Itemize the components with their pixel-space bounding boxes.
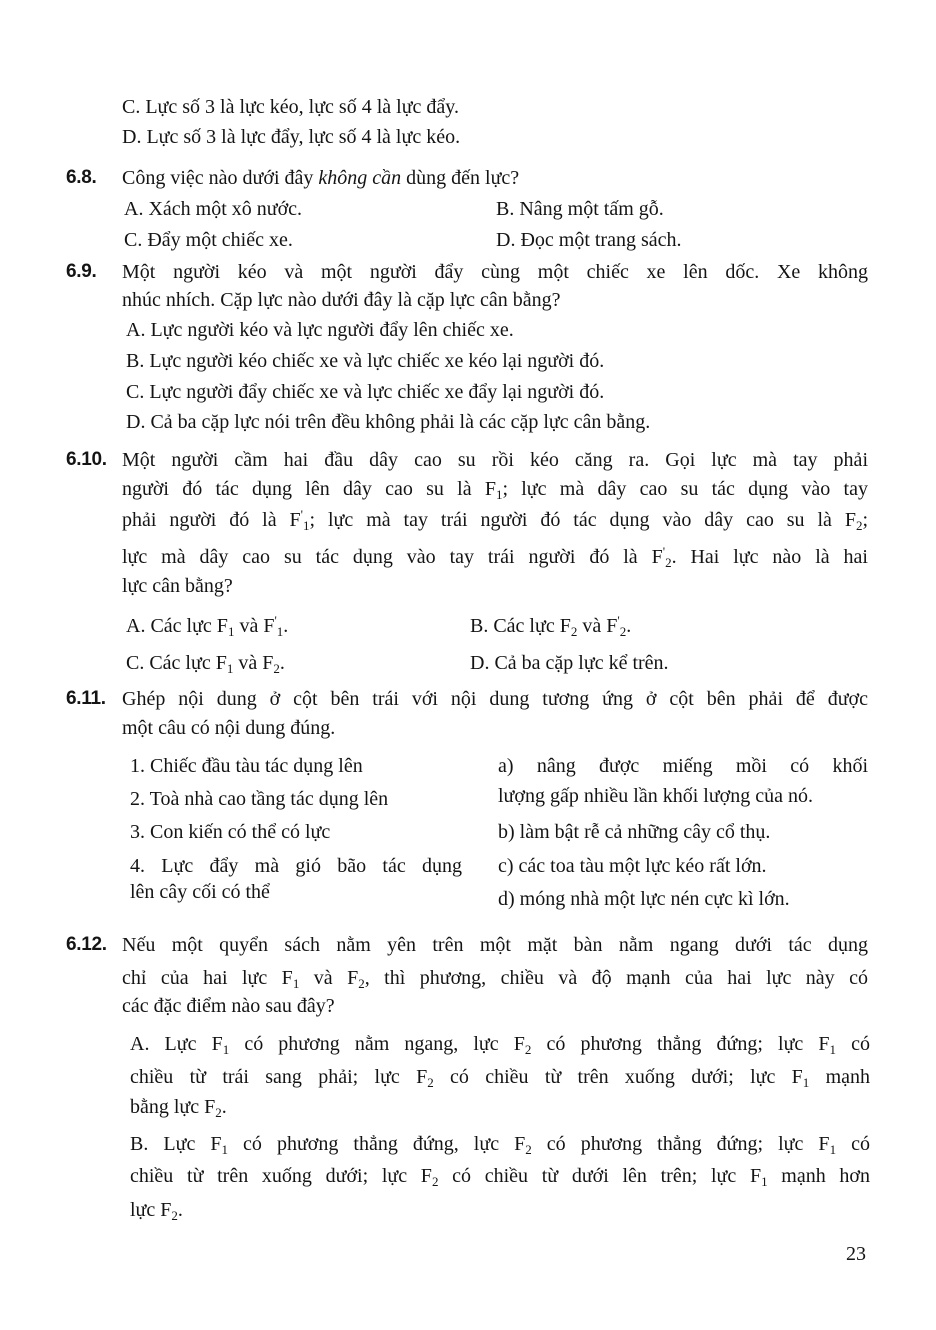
q612-option-b-line3: lực $F_2$. <box>130 1199 183 1223</box>
q68-question: Công việc nào dưới đây không cần dùng đến lực? <box>122 167 520 189</box>
q611-left-item-4: 4. Lực đẩy mà gió bão tác dụng <box>130 855 462 877</box>
q612-option-a-line2: chiều từ trái sang phải; lực $F_2$ có chiều từ trên xuống dưới; lực $F_1$ mạnh <box>130 1066 871 1090</box>
q611-question-line1: Ghép nội dung ở cột bên trái với nội dung tương ứng ở cột bên phải để được <box>122 688 868 710</box>
q611-left-item-1: 1. Chiếc đầu tàu tác dụng lên <box>130 755 363 777</box>
q67-option-c: C. Lực số 3 là lực kéo, lực số 4 là lực đẩy. <box>122 96 459 118</box>
q68-option-c: C. Đẩy một chiếc xe. <box>124 229 293 251</box>
q611-right-item-a-cont: lượng gấp nhiều lần khối lượng của nó. <box>498 785 813 807</box>
q612-option-b-line1: B. Lực $F_1$ có phương thẳng đứng, lực $F_2$ có phương thẳng đứng; lực $F_1$ có <box>130 1133 870 1157</box>
q69-option-a: A. Lực người kéo và lực người đẩy lên chiếc xe. <box>126 319 514 341</box>
q611-left-item-2: 2. Toà nhà cao tầng tác dụng lên <box>130 788 389 810</box>
q67-option-d: D. Lực số 3 là lực đẩy, lực số 4 là lực kéo. <box>122 126 461 148</box>
q610-option-b: B. Các lực $F_2$ và $F'_2$. <box>470 613 632 639</box>
q612-option-a-line1: A. Lực $F_1$ có phương nằm ngang, lực $F_2$ có phương thẳng đứng; lực $F_1$ có <box>130 1033 870 1057</box>
q611-right-item-c: c) các toa tàu một lực kéo rất lớn. <box>498 855 767 877</box>
q612-option-a-line3: bằng lực $F_2$. <box>130 1096 227 1120</box>
q68-option-b: B. Nâng một tấm gỗ. <box>496 198 664 220</box>
q69-option-d: D. Cả ba cặp lực nói trên đều không phải là các cặp lực cân bằng. <box>126 411 651 433</box>
q68-option-d: D. Đọc một trang sách. <box>496 229 682 251</box>
q69-number: 6.9. <box>66 261 97 282</box>
q610-question-line2: người đó tác dụng lên dây cao su là $F_1$; lực mà dây cao su tác dụng vào tay <box>122 478 868 502</box>
q611-left-item-4-cont: lên cây cối có thể <box>130 881 270 903</box>
q610-option-a: A. Các lực $F_1$ và $F'_1$. <box>126 613 289 639</box>
q610-option-d: D. Cả ba cặp lực kể trên. <box>470 652 669 674</box>
q68-number: 6.8. <box>66 167 97 188</box>
q612-question-line3: các đặc điểm nào sau đây? <box>122 995 335 1017</box>
q610-option-c: C. Các lực $F_1$ và $F_2$. <box>126 652 285 676</box>
q69-option-b: B. Lực người kéo chiếc xe và lực chiếc xe kéo lại người đó. <box>126 350 605 372</box>
q611-question-line2: một câu có nội dung đúng. <box>122 717 336 739</box>
q610-question-line3: phải người đó là $F'_1$; lực mà tay trái người đó tác dụng vào dây cao su là $F_2$; <box>122 507 868 533</box>
q612-question-line2: chỉ của hai lực $F_1$ và $F_2$, thì phương, chiều và độ mạnh của hai lực này có <box>122 967 868 991</box>
q610-question-line1: Một người cầm hai đầu dây cao su rồi kéo căng ra. Gọi lực mà tay phải <box>122 449 868 471</box>
q68-option-a: A. Xách một xô nước. <box>124 198 303 220</box>
q69-option-c: C. Lực người đẩy chiếc xe và lực chiếc xe đẩy lại người đó. <box>126 381 605 403</box>
q611-number: 6.11. <box>66 688 106 709</box>
q610-number: 6.10. <box>66 449 107 470</box>
q69-question-line1: Một người kéo và một người đẩy cùng một chiếc xe lên dốc. Xe không <box>122 261 868 283</box>
q612-question-line1: Nếu một quyển sách nằm yên trên một mặt bàn nằm ngang dưới tác dụng <box>122 934 868 956</box>
page-number: 23 <box>846 1243 866 1265</box>
q611-right-item-b: b) làm bật rễ cả những cây cổ thụ. <box>498 821 771 843</box>
q611-left-item-3: 3. Con kiến có thể có lực <box>130 821 331 843</box>
q611-right-item-a: a) nâng được miếng mồi có khối <box>498 755 868 777</box>
q69-question-line2: nhúc nhích. Cặp lực nào dưới đây là cặp lực cân bằng? <box>122 289 561 311</box>
q610-question-line4: lực mà dây cao su tác dụng vào tay trái người đó là $F'_2$. Hai lực nào là hai <box>122 544 868 570</box>
q612-number: 6.12. <box>66 934 107 955</box>
q612-option-b-line2: chiều từ trên xuống dưới; lực $F_2$ có chiều từ dưới lên trên; lực $F_1$ mạnh hơn <box>130 1165 870 1189</box>
q611-right-item-d: d) móng nhà một lực nén cực kì lớn. <box>498 888 790 910</box>
q610-question-line5: lực cân bằng? <box>122 575 233 597</box>
